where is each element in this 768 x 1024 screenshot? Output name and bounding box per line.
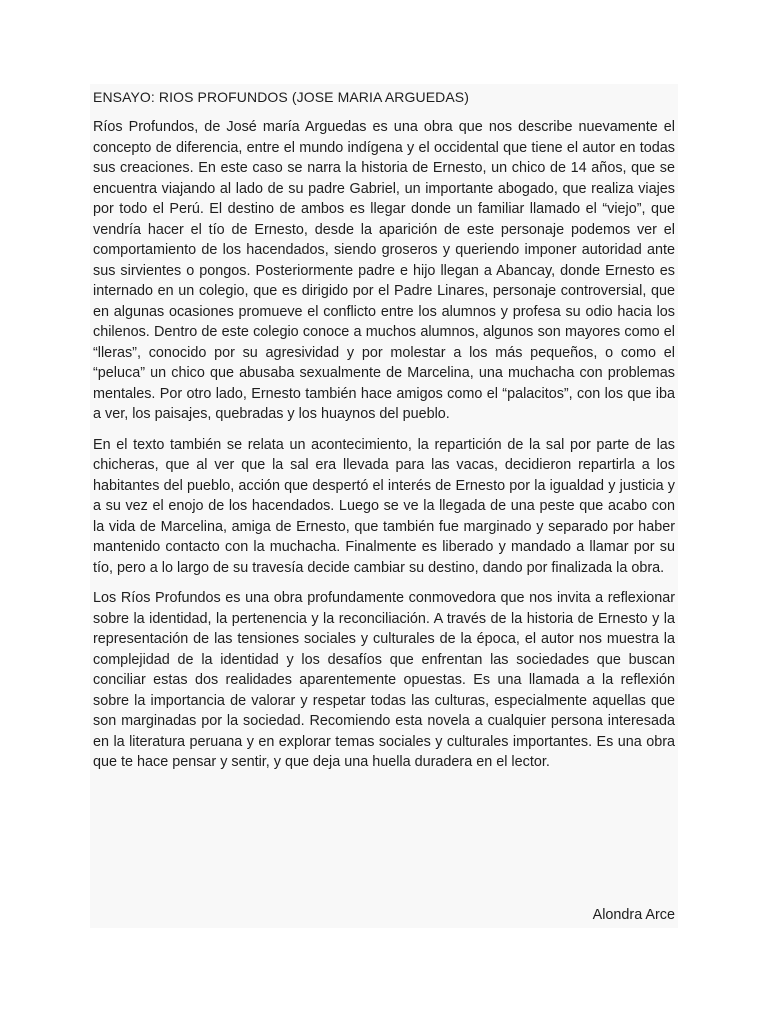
essay-paragraph-1: Ríos Profundos, de José maría Arguedas es una obra que nos describe nuevamente el concepto de diferencia, entre el mundo indígena y el occidental que tiene el autor en todas sus creaciones. En este caso se narra la historia de Ernesto, un chico de 14 años, que se encuentra viajando al lado de su padre Gabriel, un importante abogado, que realiza viajes por todo el Perú. El destino de ambos es llegar donde un familiar llamado el “viejo”, que vendría hacer el tío de Ernesto, desde la aparición de este personaje podemos ver el comportamiento de los hacendados, siendo groseros y queriendo imponer autoridad ante sus sirvientes o pongos. Posteriormente padre e hijo llegan a Abancay, donde Ernesto es internado en un colegio, que es dirigido por el Padre Linares, personaje controversial, que en algunas ocasiones promueve el conflicto entre los alumnos y profesa su odio hacia los chilenos. Dentro de este colegio conoce a muchos alumnos, algunos son mayores como el “lleras”, conocido por su agresividad y por molestar a los más pequeños, o como el “peluca” un chico que abusaba sexualmente de Marcelina, una muchacha con problemas mentales. Por otro lado, Ernesto también hace amigos como el “palacitos”, con los que iba a ver, los paisajes, quebradas y los huaynos del pueblo. [93,119,675,422]
essay-title: ENSAYO: RIOS PROFUNDOS (JOSE MARIA ARGUEDAS) [93,89,469,105]
essay-paragraph-3: Los Ríos Profundos es una obra profundamente conmovedora que nos invita a reflexionar sobre la identidad, la pertenencia y la reconciliación. A través de la historia de Ernesto y la representación de las tensiones sociales y culturales de la época, el autor nos muestra la complejidad de la identidad y los desafíos que enfrentan las sociedades que buscan conciliar estas dos realidades aparentemente opuestas. Es una llamada a la reflexión sobre la importancia de valorar y respetar todas las culturas, especialmente aquellas que son marginadas por la sociedad. Recomiendo esta novela a cualquier persona interesada en la literatura peruana y en explorar temas sociales y culturales importantes. Es una obra que te hace pensar y sentir, y que deja una huella duradera en el lector. [93,590,675,770]
essay-paragraph-2: En el texto también se relata un acontecimiento, la repartición de la sal por parte de las chicheras, que al ver que la sal era llevada para las vacas, decidieron repartirla a los habitantes del pueblo, acción que despertó el interés de Ernesto por la igualdad y justicia y a su vez el enojo de los hacendados. Luego se ve la llegada de una peste que acabo con la vida de Marcelina, amiga de Ernesto, que también fue marginado y separado por haber mantenido contacto con la muchacha. Finalmente es liberado y mandado a llamar por su tío, pero a lo largo de su travesía decide cambiar su destino, dando por finalizada la obra. [93,436,675,576]
author-signature: Alondra Arce [592,907,675,923]
essay-body [93,117,675,783]
